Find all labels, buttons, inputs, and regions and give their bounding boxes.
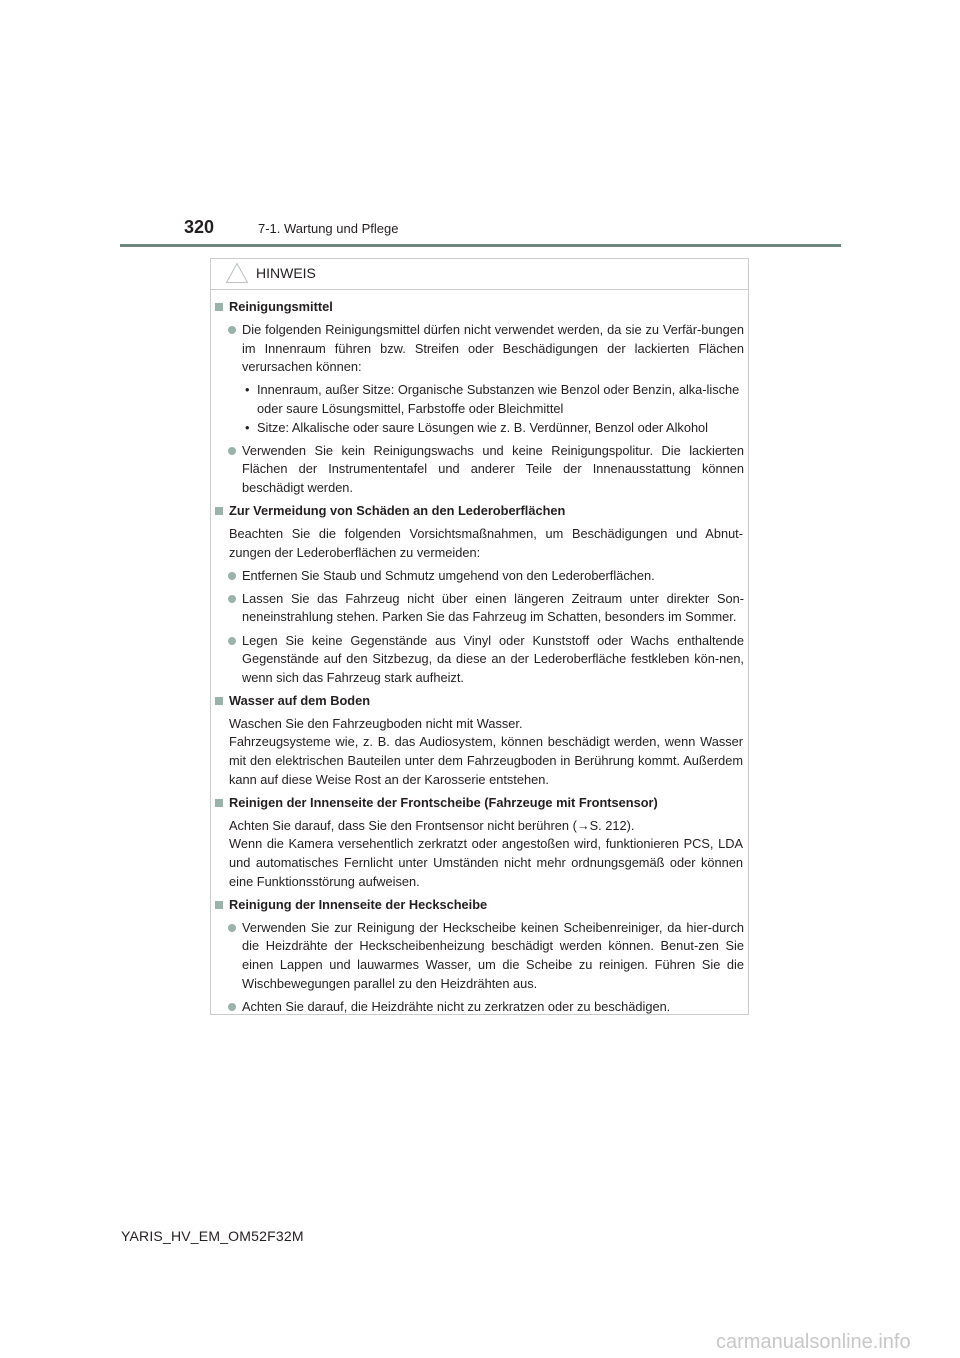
sub-list [211, 381, 750, 437]
list-item-text: Verwenden Sie zur Reinigung der Heckscheibe keinen Scheibenreiniger, da hier-durch die Heizdrähte der Heckscheibenheizung beschädigt werden können. Benut-zen Sie einen Lappen und lauwarmes Wasser, um die Scheibe zu reinigen. Führen Sie die Wischbewegungen parallel zu den Heizdrähten aus. [242, 919, 744, 991]
list-item [211, 442, 744, 498]
section-heading-text: Reinigen der Innenseite der Frontscheibe (Fahrzeuge mit Frontsensor) [229, 794, 658, 810]
notice-body [211, 298, 750, 1021]
list-item-text: Lassen Sie das Fahrzeug nicht über einen längeren Zeitraum unter direkter Son-neneinstrahlung stehen. Parken Sie das Fahrzeug im Schatten, besonders im Sommer. [242, 590, 744, 625]
sub-list-item [211, 381, 744, 418]
section-heading-text: Reinigungsmittel [229, 299, 333, 314]
header-rule [120, 244, 841, 247]
circle-bullet-icon [228, 572, 236, 580]
square-bullet-icon [215, 303, 223, 311]
sub-list-item [211, 419, 744, 438]
section-paragraph [211, 817, 743, 891]
square-bullet-icon [215, 697, 223, 705]
section-heading [211, 794, 743, 813]
page-number: 320 [184, 217, 215, 237]
list-item [211, 632, 744, 688]
list-item [211, 567, 744, 586]
paragraph-line: Wenn die Kamera versehentlich zerkratzt oder angestoßen wird, funktionieren PCS, LDA und automatisches Fernlicht unter Umständen nicht mehr ordnungsgemäß oder können eine Funktionsstörung aufweisen. [229, 836, 743, 889]
list-item [211, 998, 744, 1017]
list-item [211, 590, 744, 627]
circle-bullet-icon [228, 447, 236, 455]
section-heading-text: Reinigung der Innenseite der Heckscheibe [229, 896, 488, 912]
sub-list-item-text: Sitze: Alkalische oder saure Lösungen wie z. B. Verdünner, Benzol oder Alkohol [257, 419, 709, 435]
list-item [211, 919, 744, 993]
section-heading [211, 502, 743, 521]
sub-list-item-text: Innenraum, außer Sitze: Organische Substanzen wie Benzol oder Benzin, alka-lische oder saure Lösungsmittel, Farbstoffe oder Bleichmittel [257, 382, 740, 416]
notice-header [211, 259, 748, 290]
dot-bullet-icon: • [245, 419, 250, 435]
section-heading-text: Zur Vermeidung von Schäden an den Lederoberflächen [229, 502, 566, 518]
notice-title: HINWEIS [256, 265, 316, 281]
circle-bullet-icon [228, 924, 236, 932]
square-bullet-icon [215, 799, 223, 807]
list-item-text: Entfernen Sie Staub und Schmutz umgehend von den Lederoberflächen. [242, 567, 655, 583]
circle-bullet-icon [228, 1003, 236, 1011]
list-item-text: Achten Sie darauf, die Heizdrähte nicht zu zerkratzen oder zu beschädigen. [242, 998, 671, 1014]
square-bullet-icon [215, 507, 223, 515]
watermark: carmanualsonline.info [716, 1331, 911, 1353]
notice-box [210, 258, 749, 1015]
section-heading-text: Wasser auf dem Boden [229, 692, 371, 708]
dot-bullet-icon: • [245, 382, 250, 398]
paragraph-line: Waschen Sie den Fahrzeugboden nicht mit Wasser. [229, 715, 523, 731]
warning-triangle-icon [225, 262, 249, 284]
square-bullet-icon [215, 901, 223, 909]
section-title: 7-1. Wartung und Pflege [258, 221, 399, 236]
section-heading [211, 896, 743, 915]
paragraph-line: Achten Sie darauf, dass Sie den Frontsensor nicht berühren (→S. 212). [229, 817, 635, 833]
list-item [211, 321, 744, 377]
paragraph-line: Fahrzeugsysteme wie, z. B. das Audiosystem, können beschädigt werden, wenn Wasser mit den elektrischen Bauteilen unter dem Fahrzeugboden in Berührung kommt. Außerdem kann auf diese Weise Rost an der Karosserie entstehen. [229, 734, 743, 787]
document-code: YARIS_HV_EM_OM52F32M [121, 1228, 304, 1244]
list-item-text: Verwenden Sie kein Reinigungswachs und keine Reinigungspolitur. Die lackierten Flächen der Instrumententafel und anderer Teile der Innenausstattung können beschädigt werden. [242, 442, 744, 495]
section-heading [211, 692, 743, 711]
list-item-text: Die folgenden Reinigungsmittel dürfen nicht verwendet werden, da sie zu Verfär-bungen im Innenraum führen bzw. Streifen oder Beschädigungen der lackierten Flächen verursachen können: [242, 322, 744, 375]
section-intro: Beachten Sie die folgenden Vorsichtsmaßnahmen, um Beschädigungen und Abnut-zungen der Lederoberflächen zu vermeiden: [229, 526, 743, 560]
section-paragraph [211, 715, 743, 789]
circle-bullet-icon [228, 326, 236, 334]
list-item-text: Legen Sie keine Gegenstände aus Vinyl oder Kunststoff oder Wachs enthaltende Gegenstände auf den Sitzbezug, da diese an der Lederoberfläche festkleben kön-nen, wenn sich das Fahrzeug stark aufheizt. [242, 632, 744, 685]
circle-bullet-icon [228, 595, 236, 603]
circle-bullet-icon [228, 637, 236, 645]
section-heading [211, 298, 743, 317]
